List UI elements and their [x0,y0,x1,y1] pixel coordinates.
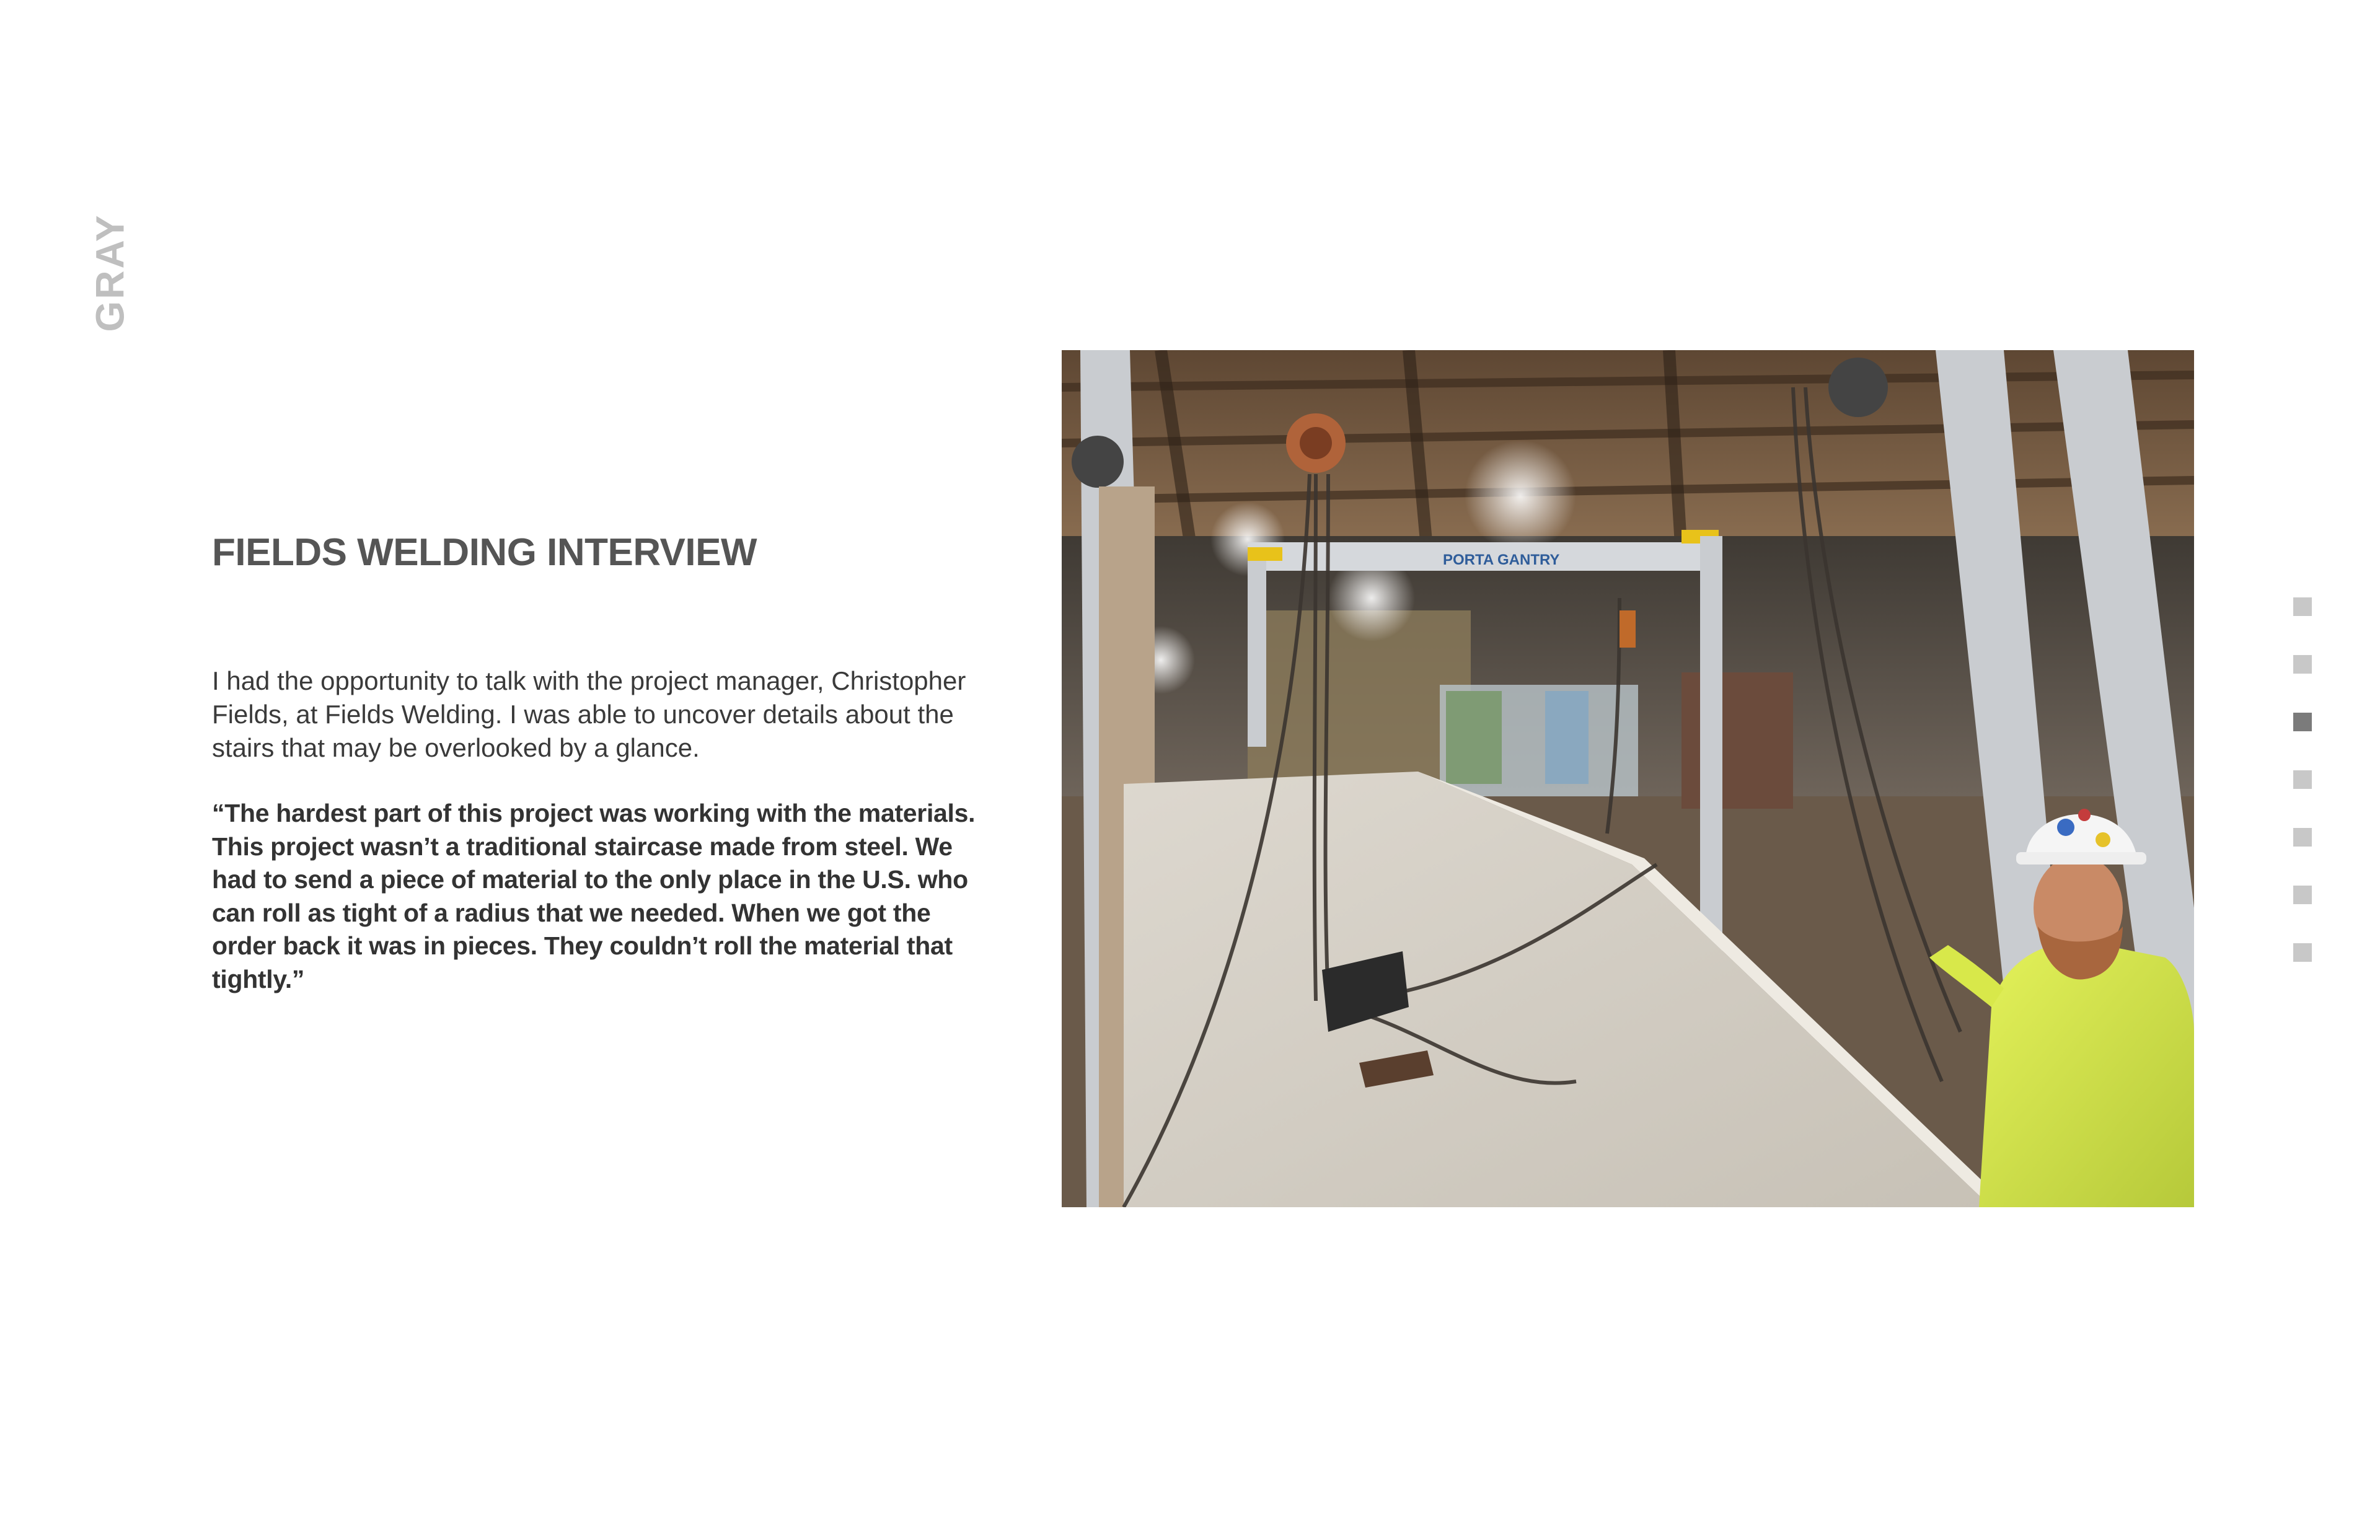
section-side-label [86,211,135,335]
pagination-dot-5[interactable] [2293,828,2312,847]
worksite-photo [1062,350,2194,1207]
pagination-dot-7[interactable] [2293,943,2312,962]
pagination-dot-4[interactable] [2293,770,2312,789]
pagination-dot-2[interactable] [2293,655,2312,674]
intro-paragraph: I had the opportunity to talk with the project manager, Christopher Fields, at Fields Welding. I was able to uncover details about the stairs that may be overlooked by a glance. [212,666,966,762]
page-title: FIELDS WELDING INTERVIEW [212,531,757,574]
gantry-sign: PORTA GANTRY [1443,552,1560,568]
pagination-dot-3[interactable] [2293,713,2312,731]
pagination-dot-6[interactable] [2293,886,2312,904]
side-label-text: GRAY [88,213,133,332]
slide-pagination [2293,597,2313,969]
pagination-dot-1[interactable] [2293,597,2312,616]
interview-quote: “The hardest part of this project was working with the materials. This project wasn’t a traditional staircase made from steel. We had to send a piece of material to the only place in the U.S. who can roll as tight of a radius that we needed. When we got the order back it was in pieces. They couldn’t roll the material that tightly.” [212,799,976,993]
